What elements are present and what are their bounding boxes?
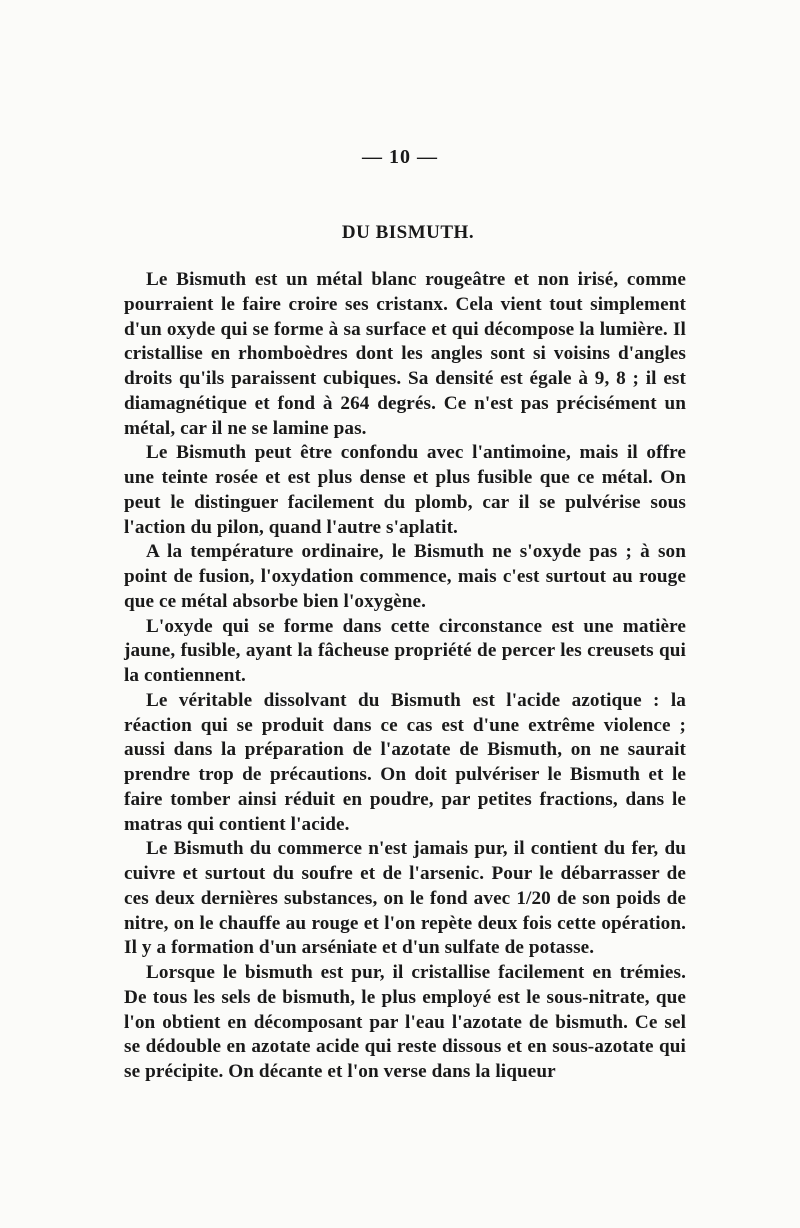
body-text	[124, 268, 686, 1085]
paragraph: Le véritable dissolvant du Bismuth est l'acide azotique : la réaction qui se produit dans ce cas est d'une extrême violence ; aussi dans la préparation de l'azotate de Bismuth, on ne saurait prendre trop de précautions. On doit pulvériser le Bismuth et le faire tomber ainsi réduit en poudre, par petites fractions, dans le matras qui contient l'acide.	[124, 689, 686, 835]
paragraph: Le Bismuth du commerce n'est jamais pur, il contient du fer, du cuivre et surtout du soufre et de l'arsenic. Pour le débarrasser de ces deux dernières substances, on le fond avec 1/20 de son poids de nitre, on le chauffe au rouge et l'on repète deux fois cette opération. Il y a formation d'un arséniate et d'un sulfate de potasse.	[124, 838, 686, 959]
paragraph: Lorsque le bismuth est pur, il cristallise facilement en trémies. De tous les sels de bismuth, le plus employé est le sous-nitrate, que l'on obtient en décomposant par l'eau l'azotate de bismuth. Ce sel se dédouble en azotate acide qui reste dissous et en sous-azotate qui se précipite. On décante et l'on verse dans la liqueur	[124, 962, 686, 1082]
paragraph: A la température ordinaire, le Bismuth ne s'oxyde pas ; à son point de fusion, l'oxydation commence, mais c'est surtout au rouge que ce métal absorbe bien l'oxygène.	[124, 541, 686, 612]
paragraph: Le Bismuth est un métal blanc rougeâtre et non irisé, comme pourraient le faire croire ses cristanx. Cela vient tout simplement d'un oxyde qui se forme à sa surface et qui décompose la lumière. Il cristallise en rhomboèdres dont les angles sont si voisins d'angles droits qu'ils paraissent cubiques. Sa densité est égale à 9, 8 ; il est diamagnétique et fond à 264 degrés. Ce n'est pas précisément un métal, car il ne se lamine pas.	[124, 269, 686, 439]
paragraph: Le Bismuth peut être confondu avec l'antimoine, mais il offre une teinte rosée et est plus dense et plus fusible que ce métal. On peut le distinguer facilement du plomb, car il se pulvérise sous l'action du pilon, quand l'autre s'aplatit.	[124, 442, 686, 538]
paragraph: L'oxyde qui se forme dans cette circonstance est une matière jaune, fusible, ayant la fâcheuse propriété de percer les creusets qui la contiennent.	[124, 615, 686, 686]
page-number: — 10 —	[362, 146, 438, 168]
section-heading: DU BISMUTH.	[341, 222, 475, 243]
